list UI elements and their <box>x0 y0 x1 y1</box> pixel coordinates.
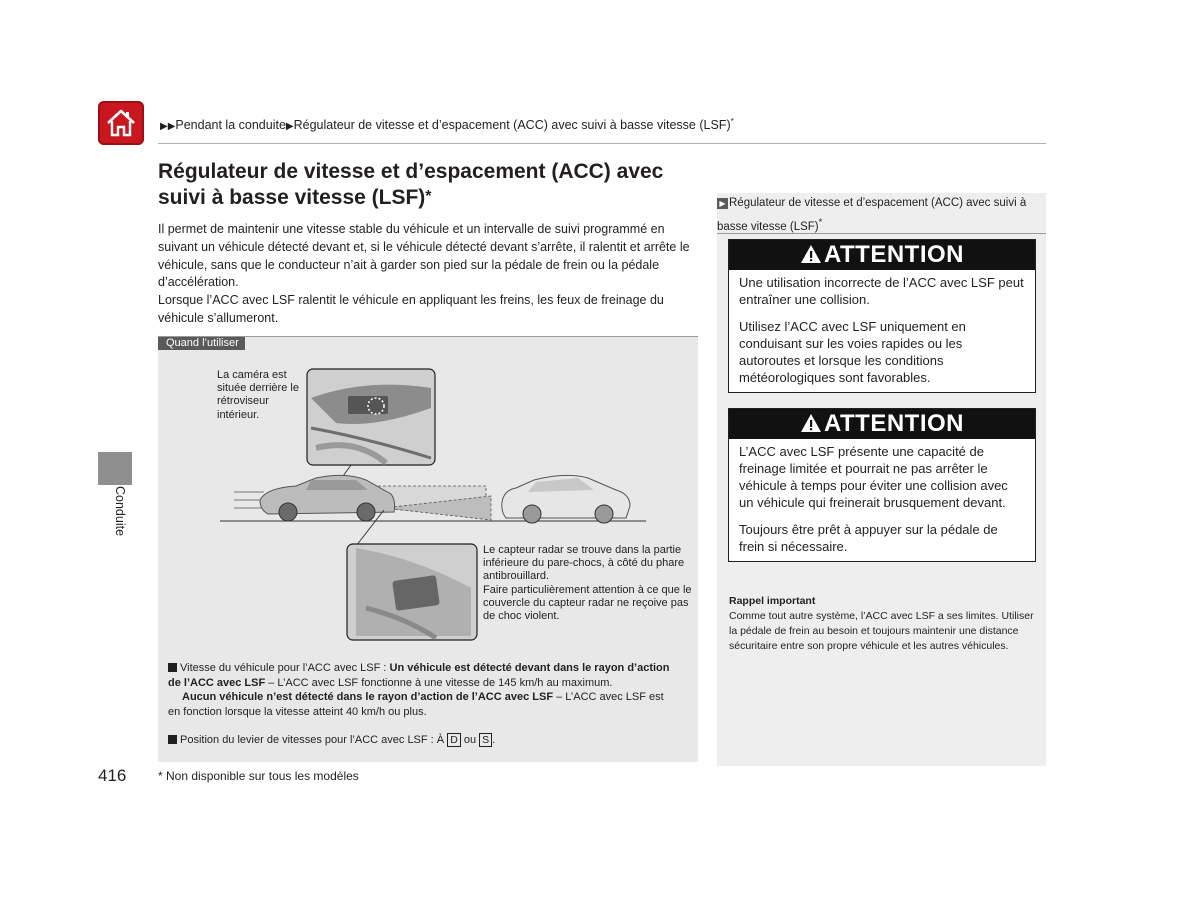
page-title <box>158 159 698 210</box>
square-bullet-icon <box>168 663 177 672</box>
warning-triangle-icon <box>800 413 822 433</box>
attention-2-text-2: Toujours être prêt à appuyer sur la pédale de frein si nécessaire. <box>739 522 998 554</box>
footnote: * Non disponible sur tous les modèles <box>158 769 359 783</box>
speed-bullet <box>168 661 678 719</box>
title-star: * <box>425 188 432 205</box>
speed-bullet-bold-1: Un véhicule est détecté devant dans le rayon d’action de l’ACC avec LSF <box>168 662 670 689</box>
home-button[interactable] <box>98 101 144 145</box>
attention-1-text-1: Une utilisation incorrecte de l’ACC avec LSF peut entraîner une collision. <box>739 275 1024 307</box>
attention-title: ATTENTION <box>823 241 965 268</box>
section-tab-text: Conduite <box>113 486 127 537</box>
attention-2-text-1: L’ACC avec LSF présente une capacité de freinage limitée et pourrait ne pas arrêter le véhicule à temps pour éviter une collision avec un véhicule qui freinerait brusquement devant. <box>739 444 1008 510</box>
section-tab-marker[interactable] <box>98 452 132 485</box>
speed-bullet-lead: Vitesse du véhicule pour l’ACC avec LSF : <box>180 662 390 674</box>
attention-header <box>729 240 1035 270</box>
sidebar-header-star: * <box>818 217 823 228</box>
page-number: 416 <box>98 766 127 785</box>
warning-triangle-icon <box>800 244 822 264</box>
breadcrumb <box>160 117 734 132</box>
gear-bullet <box>168 733 678 748</box>
radar-inset-image <box>347 544 477 640</box>
breadcrumb-item-conduite[interactable]: Pendant la conduite <box>175 118 286 133</box>
sidebar-header <box>717 194 1046 237</box>
triangle-right-icon: ▶ <box>717 198 728 209</box>
intro-text <box>158 221 698 328</box>
speed-bullet-rest-1: – L’ACC avec LSF fonctionne à une vitesse de 145 km/h au maximum. <box>265 676 613 689</box>
title-line-2: suivi à basse vitesse (LSF) <box>158 186 426 209</box>
sidebar-divider <box>717 233 1046 234</box>
gear-bullet-lead: Position du levier de vitesses pour l’ACC avec LSF : À <box>180 734 448 746</box>
home-icon <box>105 107 137 139</box>
when-to-use-tag: Quand l’utiliser <box>158 337 245 350</box>
own-vehicle-image <box>260 475 395 521</box>
speed-bullet-rest-2: – L’ACC avec LSF est en fonction lorsque la vitesse atteint 40 km/h ou plus. <box>168 691 664 718</box>
gear-bullet-or: ou <box>460 734 480 746</box>
triangle-right-icon: ▶▶ <box>160 121 176 133</box>
attention-header <box>729 409 1035 439</box>
attention-1-text-2: Utilisez l’ACC avec LSF uniquement en conduisant sur les voies rapides ou les autoroutes et lorsque les conditions météorologiques sont favorables. <box>739 319 966 385</box>
breadcrumb-item-acc[interactable]: Régulateur de vitesse et d’espacement (ACC) avec suivi à basse vitesse (LSF) <box>293 118 731 133</box>
front-vehicle-image <box>502 475 630 523</box>
key-d: D <box>447 733 461 747</box>
rappel-body: Comme tout autre système, l’ACC avec LSF a ses limites. Utiliser la pédale de frein au besoin et toujours maintenir une distance sécuritaire entre son propre véhicule et les autres véhicules. <box>729 610 1034 653</box>
rappel-title: Rappel important <box>729 595 816 607</box>
section-tab-label <box>111 486 127 556</box>
radar-caption-1: Le capteur radar se trouve dans la partie inférieure du pare-chocs, à côté du phare antibrouillard. <box>483 544 685 583</box>
attention-title: ATTENTION <box>823 410 965 437</box>
gear-bullet-end: . <box>492 734 496 746</box>
title-line-1: Régulateur de vitesse et d’espacement (ACC) avec <box>158 160 664 183</box>
key-s: S <box>479 733 492 747</box>
breadcrumb-star: * <box>730 117 734 126</box>
square-bullet-icon <box>168 735 177 744</box>
intro-paragraph-2: Lorsque l’ACC avec LSF ralentit le véhicule en appliquant les freins, les feux de freinage du véhicule s’allumeront. <box>158 293 664 325</box>
radar-caption <box>483 544 693 623</box>
attention-box-2 <box>728 408 1036 562</box>
camera-inset-image <box>307 369 435 465</box>
radar-caption-2: Faire particulièrement attention à ce que le couvercle du capteur radar ne reçoive pas de choc violent. <box>483 583 692 623</box>
speed-bullet-bold-2: Aucun véhicule n’est détecté dans le rayon d’action de l’ACC avec LSF <box>182 691 554 703</box>
triangle-right-icon: ▶ <box>285 121 294 133</box>
sidebar-header-text[interactable]: Régulateur de vitesse et d’espacement (ACC) avec suivi à basse vitesse (LSF) <box>717 197 1027 233</box>
camera-caption: La caméra est située derrière le rétroviseur intérieur. <box>217 369 299 421</box>
attention-box-1 <box>728 239 1036 393</box>
intro-paragraph-1: Il permet de maintenir une vitesse stable du véhicule et un intervalle de suivi programmé en suivant un véhicule détecté devant et, si le véhicule détecté devant s’arrête, il ralentit et arrête le véhicule, sans que le conducteur n’ait à garder son pied sur la pédale de frein ou la pédale d’accélération. <box>158 222 690 290</box>
header-divider <box>158 143 1046 144</box>
